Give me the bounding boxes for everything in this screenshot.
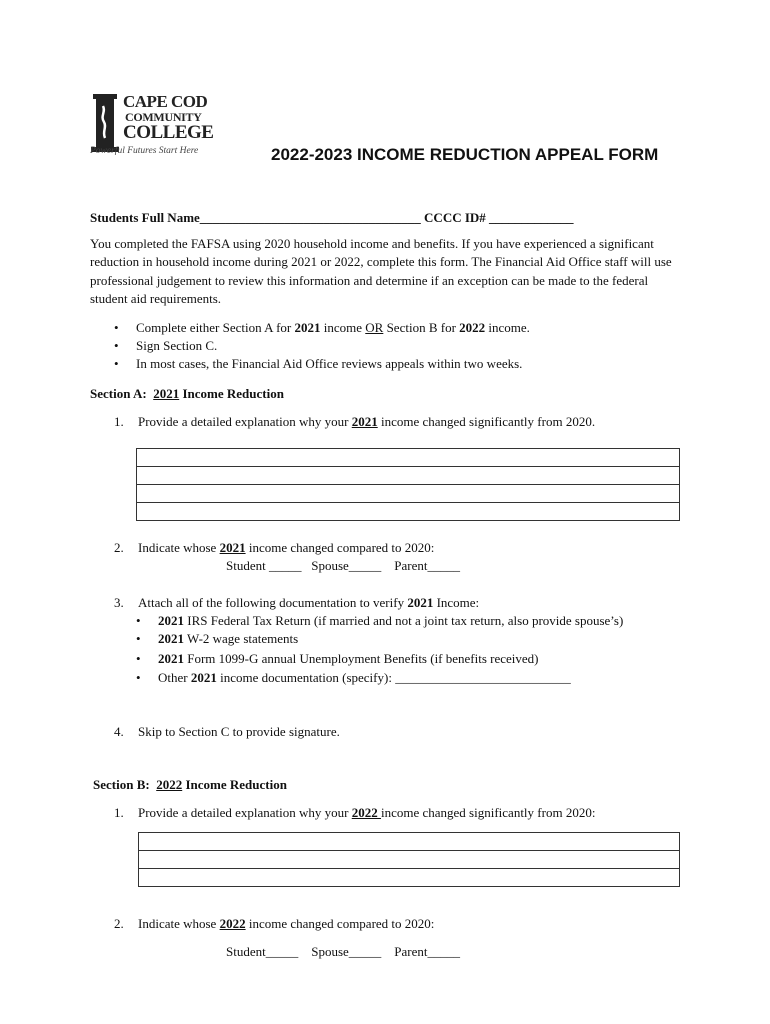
response-line[interactable] — [137, 503, 679, 520]
response-line[interactable] — [139, 851, 679, 869]
bullet-icon: • — [136, 613, 141, 628]
logo-line3: COLLEGE — [123, 122, 214, 143]
instruction-item-3: • In most cases, the Financial Aid Office reviews appeals within two weeks. — [114, 356, 523, 371]
logo-tagline: Powerful Futures Start Here — [90, 146, 199, 156]
college-logo — [90, 92, 220, 162]
response-line[interactable] — [137, 467, 679, 485]
section-a-question-3: 3. Attach all of the following documentation to verify 2021 Income: — [114, 595, 480, 610]
section-b-question-2: 2. Indicate whose 2022 income changed compared to 2020: — [114, 916, 435, 931]
section-a-question-4: 4. Skip to Section C to provide signature. — [114, 724, 340, 739]
logo-line2: COMMUNITY — [125, 110, 202, 124]
section-b-question-1: 1. Provide a detailed explanation why your 2022 income changed significantly from 2020: — [114, 805, 596, 820]
doc-item-3: • 2021 Form 1099-G annual Unemployment Benefits (if benefits received) — [136, 651, 539, 666]
bullet-icon: • — [114, 356, 119, 371]
bullet-icon: • — [136, 651, 141, 666]
section-a-whose-options[interactable]: Student _____ Spouse_____ Parent_____ — [226, 558, 460, 573]
section-a-heading: Section A: 2021 Income Reduction — [90, 386, 284, 401]
section-b-heading: Section B: 2022 Income Reduction — [93, 777, 287, 792]
logo-line1: CAPE COD — [123, 92, 208, 111]
doc-item-4: • Other 2021 income documentation (specify): ___________________________ — [136, 670, 571, 685]
student-name-field[interactable]: __________________________________ — [199, 210, 421, 225]
doc-item-2: • 2021 W-2 wage statements — [136, 631, 299, 646]
bullet-icon: • — [136, 670, 141, 685]
student-id-label: CCCC ID# — [424, 210, 486, 225]
response-line[interactable] — [139, 833, 679, 851]
instruction-item-2: • Sign Section C. — [114, 338, 218, 353]
section-b-explanation-box[interactable] — [138, 832, 680, 887]
student-name-label: Students Full Name — [90, 210, 200, 225]
lighthouse-icon — [90, 92, 120, 154]
section-a-question-1: 1. Provide a detailed explanation why your 2021 income changed significantly from 2020. — [114, 414, 596, 429]
other-income-field[interactable]: income documentation (specify): ___________________________ — [216, 670, 571, 685]
intro-paragraph: You completed the FAFSA using 2020 household income and benefits. If you have experienced a significant reduction in household income during 2021 or 2022, complete this form. The Financial Aid Office staff will use professional judgement to review this information and determine if an exception can be made to the federal student aid requirements. — [90, 236, 672, 306]
bullet-icon: • — [136, 631, 141, 646]
bullet-icon: • — [114, 320, 119, 335]
response-line[interactable] — [137, 449, 679, 467]
student-info-line — [90, 209, 574, 227]
bullet-icon: • — [114, 338, 119, 353]
section-a-explanation-box[interactable] — [136, 448, 680, 521]
section-a-question-2: 2. Indicate whose 2021 income changed compared to 2020: — [114, 540, 435, 555]
section-b-whose-options[interactable]: Student_____ Spouse_____ Parent_____ — [226, 944, 460, 959]
response-line[interactable] — [139, 869, 679, 886]
instruction-item-1: • Complete either Section A for 2021 income OR Section B for 2022 income. — [114, 320, 530, 335]
student-id-field[interactable]: _____________ — [489, 210, 574, 225]
page-title: 2022-2023 INCOME REDUCTION APPEAL FORM — [271, 145, 659, 164]
doc-item-1: • 2021 IRS Federal Tax Return (if married and not a joint tax return, also provide spouse’s) — [136, 613, 624, 628]
response-line[interactable] — [137, 485, 679, 503]
